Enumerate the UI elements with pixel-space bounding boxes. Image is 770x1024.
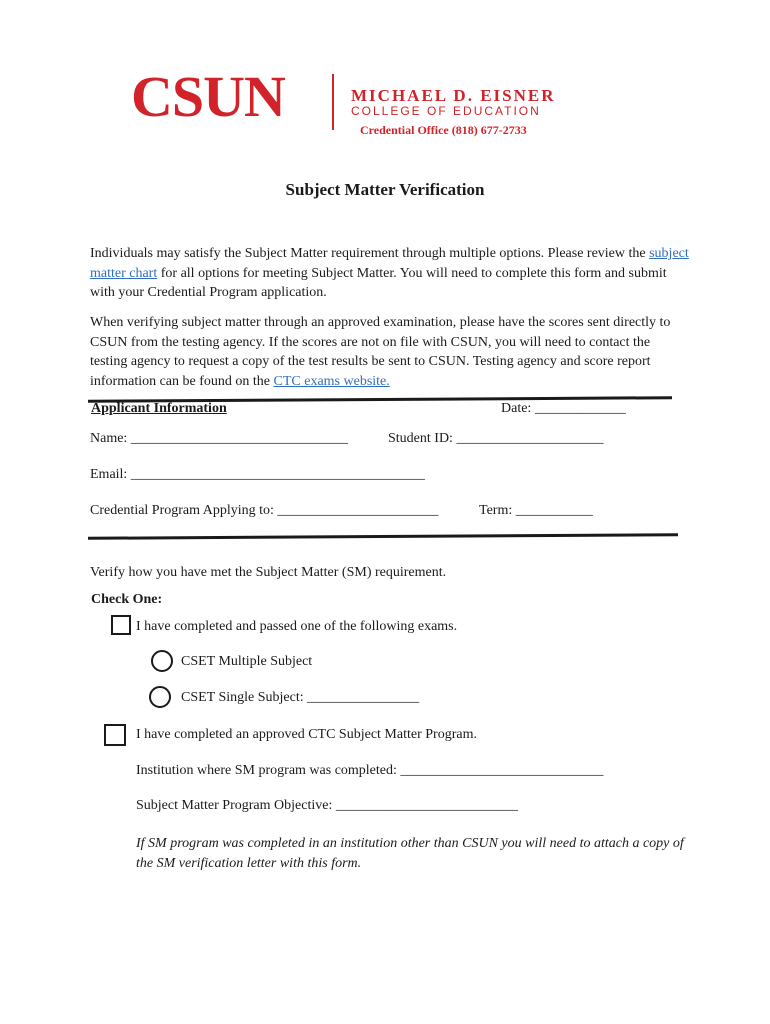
applicant-info-heading: Applicant Information (91, 401, 227, 416)
intro-text: When verifying subject matter through an approved examination, please have the scores sent directly to CSUN from the testing agency. If the scores are not on file with CSUN, you will need to contact the testing agency to request a copy of the test results be sent to CSUN. Testing agency and score report information can be found on the (90, 315, 671, 389)
objective-field[interactable]: Subject Matter Program Objective: __________________________ (136, 798, 518, 813)
csun-logo-wordmark: CSUN (131, 64, 285, 129)
cset-single-field[interactable]: CSET Single Subject: ________________ (181, 690, 420, 705)
intro-text: Individuals may satisfy the Subject Matter requirement through multiple options. Please review the (90, 246, 650, 261)
intro-paragraph-2 (90, 313, 690, 391)
credential-office-phone: Credential Office (818) 677-2733 (360, 123, 527, 137)
attachment-note: If SM program was completed in an institution other than CSUN you will need to attach a copy of the SM verification letter with this form. (136, 836, 684, 871)
date-field[interactable]: Date: _____________ (501, 401, 626, 416)
name-field[interactable]: Name: _______________________________ (90, 431, 348, 446)
credential-program-field[interactable]: Credential Program Applying to: _______________________ (90, 503, 439, 518)
institution-field[interactable]: Institution where SM program was completed: _____________________________ (136, 763, 604, 778)
cset-single-radio[interactable] (149, 686, 171, 708)
student-id-field[interactable]: Student ID: _____________________ (388, 431, 604, 446)
ctc-exams-website-link[interactable]: CTC exams website. (273, 373, 390, 389)
page-title: Subject Matter Verification (285, 180, 485, 199)
college-name: MICHAEL D. EISNER (351, 86, 556, 105)
exam-option-label: I have completed and passed one of the following exams. (136, 619, 458, 634)
verify-prompt: Verify how you have met the Subject Matter (SM) requirement. (90, 565, 447, 580)
program-option-checkbox[interactable] (104, 724, 126, 746)
cset-multiple-label: CSET Multiple Subject (181, 654, 313, 669)
term-field[interactable]: Term: ___________ (479, 503, 593, 518)
logo-divider (332, 74, 334, 130)
college-subtitle: COLLEGE OF EDUCATION (351, 104, 541, 118)
check-one-label: Check One: (91, 592, 163, 607)
exam-option-checkbox[interactable] (111, 615, 131, 635)
section-divider-bottom (88, 533, 678, 540)
intro-text: for all options for meeting Subject Matter. You will need to complete this form and submit with your Credential Program application. (90, 265, 667, 300)
email-field[interactable]: Email: __________________________________________ (90, 467, 425, 482)
subject-matter-chart-link[interactable]: subject matter chart (90, 246, 689, 281)
cset-multiple-radio[interactable] (151, 650, 173, 672)
program-option-label: I have completed an approved CTC Subject Matter Program. (136, 727, 477, 742)
intro-paragraph-1 (90, 244, 690, 303)
